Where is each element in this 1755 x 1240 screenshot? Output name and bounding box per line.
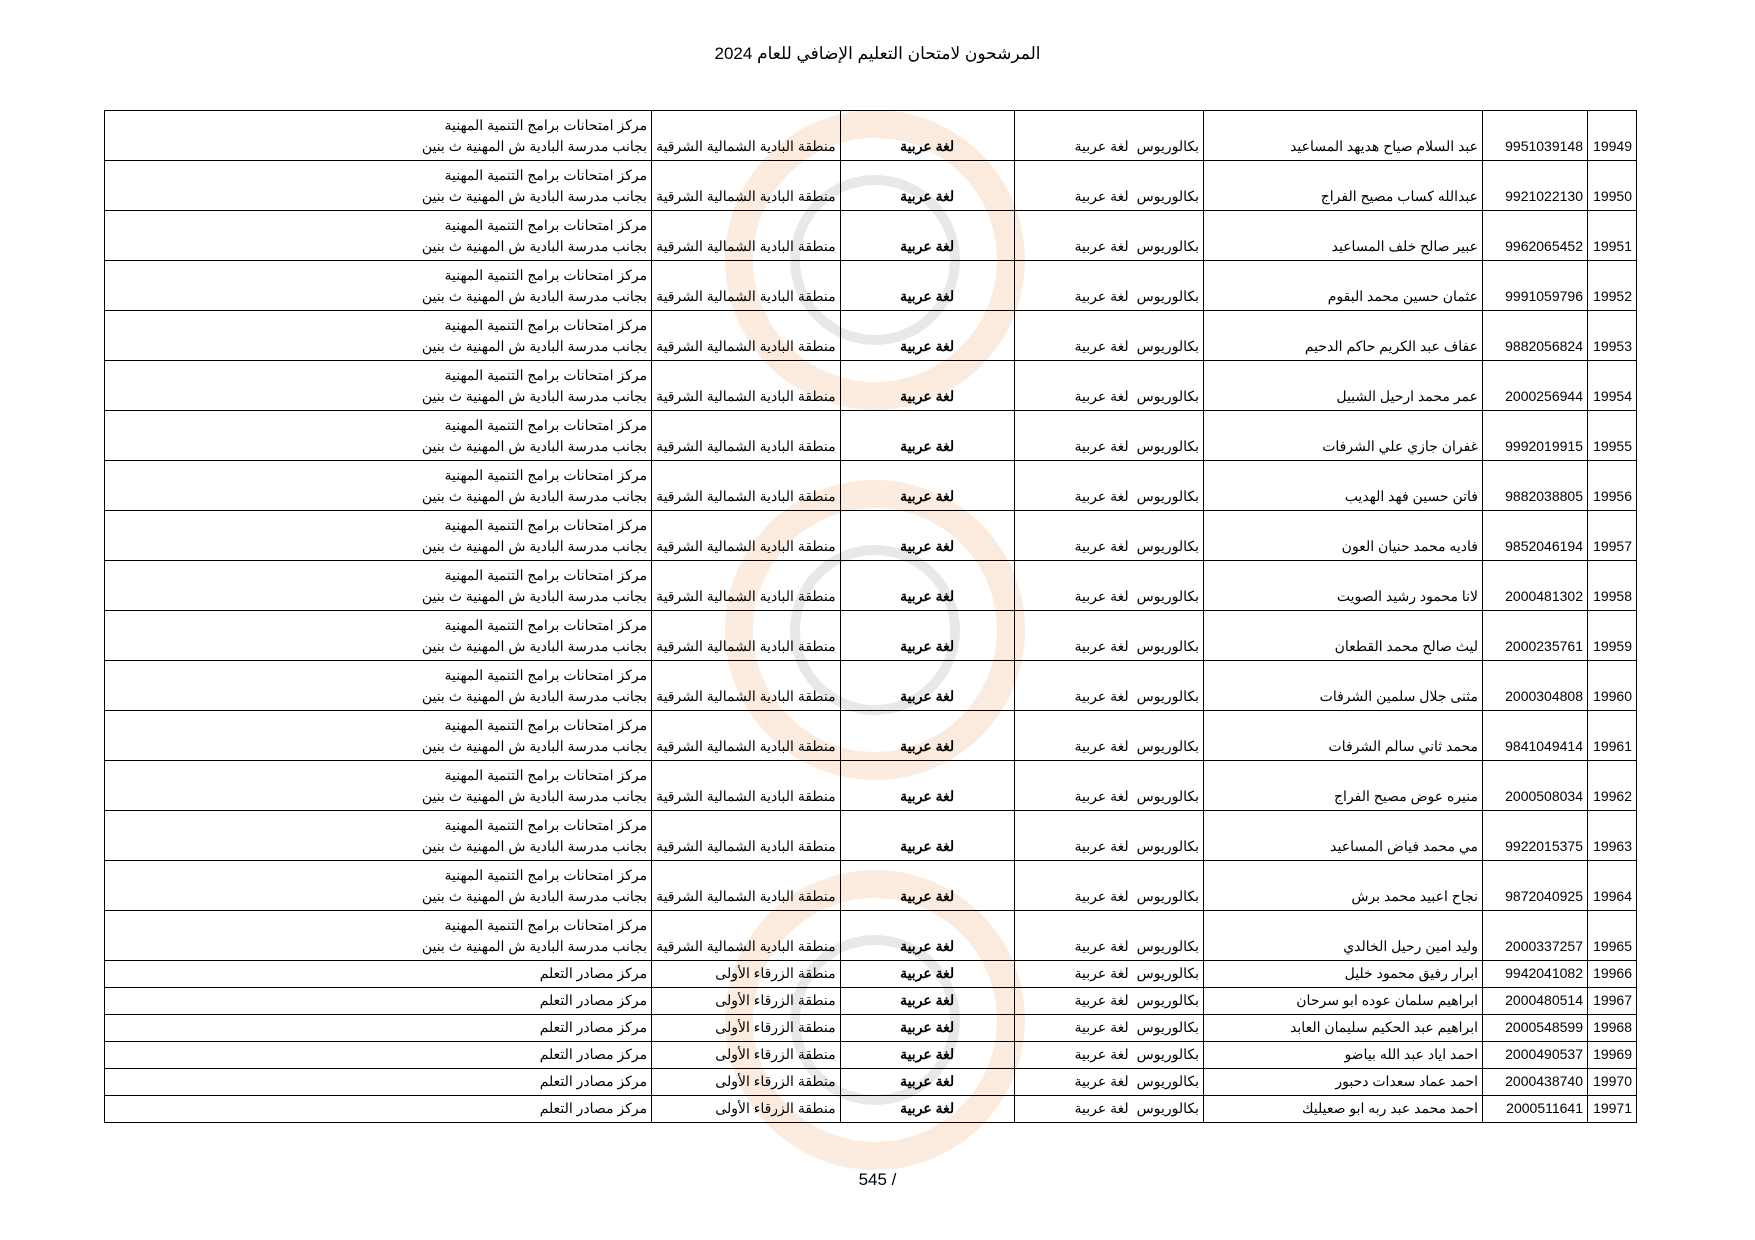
exam-center-cell	[105, 811, 652, 861]
table-row	[105, 861, 1637, 911]
exam-center-location: بجانب مدرسة البادية ش المهنية ث بنين	[421, 138, 648, 154]
degree-cell: بكالوريوس	[1133, 511, 1204, 561]
table-row	[105, 988, 1637, 1015]
region-cell: منطقة البادية الشمالية الشرقية	[652, 161, 841, 211]
exam-center-name: مركز مصادر التعلم	[539, 1019, 648, 1035]
exam-center-cell	[105, 261, 652, 311]
specialization-cell: لغة عربية	[1014, 161, 1133, 211]
exam-center-name: مركز امتحانات برامج التنمية المهنية	[444, 567, 648, 583]
national-id-cell: 9921022130	[1483, 161, 1588, 211]
national-id-cell: 9872040925	[1483, 861, 1588, 911]
exam-center-location: بجانب مدرسة البادية ش المهنية ث بنين	[421, 388, 648, 404]
name-cell: ابراهيم عبد الحكيم سليمان العابد	[1204, 1015, 1483, 1042]
serial-cell: 19951	[1588, 211, 1637, 261]
exam-center-cell	[105, 911, 652, 961]
degree-cell: بكالوريوس	[1133, 761, 1204, 811]
serial-cell: 19957	[1588, 511, 1637, 561]
table-row	[105, 361, 1637, 411]
exam-center-name: مركز امتحانات برامج التنمية المهنية	[444, 317, 648, 333]
exam-center-location: بجانب مدرسة البادية ش المهنية ث بنين	[421, 888, 648, 904]
exam-center-name: مركز امتحانات برامج التنمية المهنية	[444, 417, 648, 433]
specialization-cell: لغة عربية	[1014, 611, 1133, 661]
name-cell: وليد امين رحيل الخالدي	[1204, 911, 1483, 961]
region-cell: منطقة البادية الشمالية الشرقية	[652, 461, 841, 511]
region-cell: منطقة الزرقاء الأولى	[652, 1015, 841, 1042]
specialization-cell: لغة عربية	[1014, 561, 1133, 611]
exam-center-name: مركز امتحانات برامج التنمية المهنية	[444, 867, 648, 883]
exam-center-cell	[105, 988, 652, 1015]
region-cell: منطقة البادية الشمالية الشرقية	[652, 811, 841, 861]
table-row	[105, 161, 1637, 211]
serial-cell: 19963	[1588, 811, 1637, 861]
exam-center-location: بجانب مدرسة البادية ش المهنية ث بنين	[421, 188, 648, 204]
subject-cell: لغة عربية	[840, 461, 1014, 511]
national-id-cell: 2000235761	[1483, 611, 1588, 661]
specialization-cell: لغة عربية	[1014, 1069, 1133, 1096]
exam-center-cell	[105, 661, 652, 711]
subject-cell: لغة عربية	[840, 511, 1014, 561]
serial-cell: 19954	[1588, 361, 1637, 411]
exam-center-cell	[105, 361, 652, 411]
serial-cell: 19949	[1588, 111, 1637, 161]
name-cell: احمد عماد سعدات دحبور	[1204, 1069, 1483, 1096]
table-row	[105, 111, 1637, 161]
national-id-cell: 9942041082	[1483, 961, 1588, 988]
degree-cell: بكالوريوس	[1133, 561, 1204, 611]
exam-center-location: بجانب مدرسة البادية ش المهنية ث بنين	[421, 488, 648, 504]
table-row	[105, 1042, 1637, 1069]
specialization-cell: لغة عربية	[1014, 311, 1133, 361]
subject-cell: لغة عربية	[840, 1069, 1014, 1096]
region-cell: منطقة البادية الشمالية الشرقية	[652, 311, 841, 361]
region-cell: منطقة البادية الشمالية الشرقية	[652, 761, 841, 811]
exam-center-cell	[105, 1069, 652, 1096]
exam-center-name: مركز امتحانات برامج التنمية المهنية	[444, 817, 648, 833]
degree-cell: بكالوريوس	[1133, 861, 1204, 911]
name-cell: عثمان حسين محمد البقوم	[1204, 261, 1483, 311]
exam-center-cell	[105, 111, 652, 161]
specialization-cell: لغة عربية	[1014, 661, 1133, 711]
table-row	[105, 661, 1637, 711]
specialization-cell: لغة عربية	[1014, 961, 1133, 988]
national-id-cell: 2000511641	[1483, 1096, 1588, 1123]
specialization-cell: لغة عربية	[1014, 261, 1133, 311]
region-cell: منطقة البادية الشمالية الشرقية	[652, 261, 841, 311]
degree-cell: بكالوريوس	[1133, 961, 1204, 988]
subject-cell: لغة عربية	[840, 911, 1014, 961]
exam-center-name: مركز امتحانات برامج التنمية المهنية	[444, 517, 648, 533]
exam-center-name: مركز مصادر التعلم	[539, 1073, 648, 1089]
region-cell: منطقة البادية الشمالية الشرقية	[652, 511, 841, 561]
national-id-cell: 9951039148	[1483, 111, 1588, 161]
serial-cell: 19969	[1588, 1042, 1637, 1069]
serial-cell: 19967	[1588, 988, 1637, 1015]
table-row	[105, 261, 1637, 311]
name-cell: فاديه محمد حنيان العون	[1204, 511, 1483, 561]
subject-cell: لغة عربية	[840, 411, 1014, 461]
degree-cell: بكالوريوس	[1133, 1042, 1204, 1069]
region-cell: منطقة البادية الشمالية الشرقية	[652, 711, 841, 761]
exam-center-cell	[105, 711, 652, 761]
name-cell: منيره عوض مصيح الفراج	[1204, 761, 1483, 811]
national-id-cell: 9841049414	[1483, 711, 1588, 761]
specialization-cell: لغة عربية	[1014, 461, 1133, 511]
degree-cell: بكالوريوس	[1133, 711, 1204, 761]
serial-cell: 19965	[1588, 911, 1637, 961]
table-row	[105, 1069, 1637, 1096]
degree-cell: بكالوريوس	[1133, 611, 1204, 661]
serial-cell: 19950	[1588, 161, 1637, 211]
subject-cell: لغة عربية	[840, 811, 1014, 861]
region-cell: منطقة البادية الشمالية الشرقية	[652, 911, 841, 961]
name-cell: عمر محمد ارحيل الشبيل	[1204, 361, 1483, 411]
serial-cell: 19955	[1588, 411, 1637, 461]
subject-cell: لغة عربية	[840, 111, 1014, 161]
region-cell: منطقة الزرقاء الأولى	[652, 1069, 841, 1096]
serial-cell: 19971	[1588, 1096, 1637, 1123]
exam-center-cell	[105, 161, 652, 211]
name-cell: احمد محمد عبد ربه ابو صعيليك	[1204, 1096, 1483, 1123]
degree-cell: بكالوريوس	[1133, 1015, 1204, 1042]
exam-center-name: مركز مصادر التعلم	[539, 992, 648, 1008]
specialization-cell: لغة عربية	[1014, 411, 1133, 461]
subject-cell: لغة عربية	[840, 211, 1014, 261]
serial-cell: 19961	[1588, 711, 1637, 761]
national-id-cell: 2000508034	[1483, 761, 1588, 811]
exam-center-location: بجانب مدرسة البادية ش المهنية ث بنين	[421, 338, 648, 354]
exam-center-name: مركز مصادر التعلم	[539, 1100, 648, 1116]
serial-cell: 19959	[1588, 611, 1637, 661]
subject-cell: لغة عربية	[840, 561, 1014, 611]
exam-center-location: بجانب مدرسة البادية ش المهنية ث بنين	[421, 688, 648, 704]
subject-cell: لغة عربية	[840, 1042, 1014, 1069]
table-row	[105, 1015, 1637, 1042]
subject-cell: لغة عربية	[840, 1096, 1014, 1123]
national-id-cell: 9962065452	[1483, 211, 1588, 261]
specialization-cell: لغة عربية	[1014, 811, 1133, 861]
serial-cell: 19960	[1588, 661, 1637, 711]
specialization-cell: لغة عربية	[1014, 211, 1133, 261]
table-row	[105, 911, 1637, 961]
name-cell: عفاف عبد الكريم حاكم الدحيم	[1204, 311, 1483, 361]
exam-center-name: مركز امتحانات برامج التنمية المهنية	[444, 117, 648, 133]
table-row	[105, 311, 1637, 361]
exam-center-name: مركز مصادر التعلم	[539, 965, 648, 981]
name-cell: فاتن حسين فهد الهديب	[1204, 461, 1483, 511]
region-cell: منطقة البادية الشمالية الشرقية	[652, 611, 841, 661]
name-cell: لانا محمود رشيد الصويت	[1204, 561, 1483, 611]
exam-center-name: مركز امتحانات برامج التنمية المهنية	[444, 217, 648, 233]
serial-cell: 19968	[1588, 1015, 1637, 1042]
region-cell: منطقة البادية الشمالية الشرقية	[652, 661, 841, 711]
degree-cell: بكالوريوس	[1133, 161, 1204, 211]
serial-cell: 19958	[1588, 561, 1637, 611]
exam-center-location: بجانب مدرسة البادية ش المهنية ث بنين	[421, 938, 648, 954]
specialization-cell: لغة عربية	[1014, 1096, 1133, 1123]
specialization-cell: لغة عربية	[1014, 1042, 1133, 1069]
name-cell: ليث صالح محمد القطعان	[1204, 611, 1483, 661]
national-id-cell: 2000480514	[1483, 988, 1588, 1015]
region-cell: منطقة الزرقاء الأولى	[652, 988, 841, 1015]
exam-center-location: بجانب مدرسة البادية ش المهنية ث بنين	[421, 238, 648, 254]
degree-cell: بكالوريوس	[1133, 988, 1204, 1015]
candidates-table	[104, 110, 1637, 1123]
specialization-cell: لغة عربية	[1014, 861, 1133, 911]
exam-center-name: مركز امتحانات برامج التنمية المهنية	[444, 667, 648, 683]
exam-center-name: مركز امتحانات برامج التنمية المهنية	[444, 267, 648, 283]
degree-cell: بكالوريوس	[1133, 461, 1204, 511]
subject-cell: لغة عربية	[840, 661, 1014, 711]
page-title: المرشحون لامتحان التعليم الإضافي للعام 2024	[714, 44, 1041, 63]
table-row	[105, 461, 1637, 511]
degree-cell: بكالوريوس	[1133, 1069, 1204, 1096]
national-id-cell: 2000481302	[1483, 561, 1588, 611]
exam-center-cell	[105, 961, 652, 988]
exam-center-cell	[105, 861, 652, 911]
name-cell: ابرار رفيق محمود خليل	[1204, 961, 1483, 988]
subject-cell: لغة عربية	[840, 361, 1014, 411]
exam-center-cell	[105, 311, 652, 361]
national-id-cell: 2000304808	[1483, 661, 1588, 711]
exam-center-cell	[105, 511, 652, 561]
exam-center-name: مركز امتحانات برامج التنمية المهنية	[444, 167, 648, 183]
region-cell: منطقة الزرقاء الأولى	[652, 1096, 841, 1123]
page-number: 545 /	[858, 1170, 897, 1189]
subject-cell: لغة عربية	[840, 761, 1014, 811]
subject-cell: لغة عربية	[840, 611, 1014, 661]
national-id-cell: 9882038805	[1483, 461, 1588, 511]
table-row	[105, 761, 1637, 811]
national-id-cell: 9991059796	[1483, 261, 1588, 311]
table-row	[105, 811, 1637, 861]
table-row	[105, 411, 1637, 461]
name-cell: احمد اياد عبد الله بياضو	[1204, 1042, 1483, 1069]
exam-center-cell	[105, 561, 652, 611]
degree-cell: بكالوريوس	[1133, 1096, 1204, 1123]
region-cell: منطقة البادية الشمالية الشرقية	[652, 561, 841, 611]
serial-cell: 19962	[1588, 761, 1637, 811]
name-cell: محمد ثاني سالم الشرفات	[1204, 711, 1483, 761]
region-cell: منطقة البادية الشمالية الشرقية	[652, 411, 841, 461]
region-cell: منطقة الزرقاء الأولى	[652, 1042, 841, 1069]
table-row	[105, 561, 1637, 611]
name-cell: عبد السلام صياح هديهد المساعيد	[1204, 111, 1483, 161]
subject-cell: لغة عربية	[840, 311, 1014, 361]
subject-cell: لغة عربية	[840, 961, 1014, 988]
exam-center-location: بجانب مدرسة البادية ش المهنية ث بنين	[421, 288, 648, 304]
national-id-cell: 2000337257	[1483, 911, 1588, 961]
exam-center-location: بجانب مدرسة البادية ش المهنية ث بنين	[421, 738, 648, 754]
specialization-cell: لغة عربية	[1014, 711, 1133, 761]
exam-center-cell	[105, 761, 652, 811]
exam-center-location: بجانب مدرسة البادية ش المهنية ث بنين	[421, 588, 648, 604]
national-id-cell: 2000438740	[1483, 1069, 1588, 1096]
exam-center-cell	[105, 461, 652, 511]
name-cell: مثنى جلال سلمين الشرفات	[1204, 661, 1483, 711]
name-cell: غفران جازي علي الشرفات	[1204, 411, 1483, 461]
subject-cell: لغة عربية	[840, 261, 1014, 311]
national-id-cell: 9852046194	[1483, 511, 1588, 561]
national-id-cell: 2000256944	[1483, 361, 1588, 411]
table-row	[105, 211, 1637, 261]
exam-center-name: مركز امتحانات برامج التنمية المهنية	[444, 767, 648, 783]
exam-center-cell	[105, 1042, 652, 1069]
serial-cell: 19970	[1588, 1069, 1637, 1096]
name-cell: نجاح اعبيد محمد برش	[1204, 861, 1483, 911]
degree-cell: بكالوريوس	[1133, 411, 1204, 461]
table-row	[105, 611, 1637, 661]
national-id-cell: 9992019915	[1483, 411, 1588, 461]
degree-cell: بكالوريوس	[1133, 261, 1204, 311]
specialization-cell: لغة عربية	[1014, 1015, 1133, 1042]
exam-center-name: مركز امتحانات برامج التنمية المهنية	[444, 717, 648, 733]
degree-cell: بكالوريوس	[1133, 361, 1204, 411]
name-cell: مي محمد فياض المساعيد	[1204, 811, 1483, 861]
specialization-cell: لغة عربية	[1014, 761, 1133, 811]
serial-cell: 19956	[1588, 461, 1637, 511]
serial-cell: 19952	[1588, 261, 1637, 311]
region-cell: منطقة البادية الشمالية الشرقية	[652, 361, 841, 411]
specialization-cell: لغة عربية	[1014, 988, 1133, 1015]
exam-center-location: بجانب مدرسة البادية ش المهنية ث بنين	[421, 838, 648, 854]
exam-center-location: بجانب مدرسة البادية ش المهنية ث بنين	[421, 538, 648, 554]
exam-center-name: مركز مصادر التعلم	[539, 1046, 648, 1062]
table-row	[105, 711, 1637, 761]
exam-center-name: مركز امتحانات برامج التنمية المهنية	[444, 617, 648, 633]
exam-center-cell	[105, 1096, 652, 1123]
region-cell: منطقة البادية الشمالية الشرقية	[652, 111, 841, 161]
degree-cell: بكالوريوس	[1133, 911, 1204, 961]
exam-center-location: بجانب مدرسة البادية ش المهنية ث بنين	[421, 438, 648, 454]
exam-center-location: بجانب مدرسة البادية ش المهنية ث بنين	[421, 638, 648, 654]
region-cell: منطقة البادية الشمالية الشرقية	[652, 211, 841, 261]
degree-cell: بكالوريوس	[1133, 811, 1204, 861]
national-id-cell: 2000548599	[1483, 1015, 1588, 1042]
exam-center-cell	[105, 211, 652, 261]
subject-cell: لغة عربية	[840, 861, 1014, 911]
table-row	[105, 511, 1637, 561]
degree-cell: بكالوريوس	[1133, 311, 1204, 361]
exam-center-cell	[105, 611, 652, 661]
table-row	[105, 1096, 1637, 1123]
specialization-cell: لغة عربية	[1014, 111, 1133, 161]
degree-cell: بكالوريوس	[1133, 111, 1204, 161]
subject-cell: لغة عربية	[840, 1015, 1014, 1042]
national-id-cell: 9922015375	[1483, 811, 1588, 861]
specialization-cell: لغة عربية	[1014, 511, 1133, 561]
subject-cell: لغة عربية	[840, 988, 1014, 1015]
exam-center-cell	[105, 411, 652, 461]
exam-center-name: مركز امتحانات برامج التنمية المهنية	[444, 917, 648, 933]
serial-cell: 19953	[1588, 311, 1637, 361]
serial-cell: 19966	[1588, 961, 1637, 988]
table-row	[105, 961, 1637, 988]
name-cell: عبير صالح خلف المساعيد	[1204, 211, 1483, 261]
serial-cell: 19964	[1588, 861, 1637, 911]
name-cell: عبدالله كساب مصيح الفراج	[1204, 161, 1483, 211]
region-cell: منطقة البادية الشمالية الشرقية	[652, 861, 841, 911]
national-id-cell: 2000490537	[1483, 1042, 1588, 1069]
subject-cell: لغة عربية	[840, 161, 1014, 211]
specialization-cell: لغة عربية	[1014, 361, 1133, 411]
specialization-cell: لغة عربية	[1014, 911, 1133, 961]
name-cell: ابراهيم سلمان عوده ابو سرحان	[1204, 988, 1483, 1015]
exam-center-location: بجانب مدرسة البادية ش المهنية ث بنين	[421, 788, 648, 804]
exam-center-cell	[105, 1015, 652, 1042]
exam-center-name: مركز امتحانات برامج التنمية المهنية	[444, 467, 648, 483]
degree-cell: بكالوريوس	[1133, 661, 1204, 711]
national-id-cell: 9882056824	[1483, 311, 1588, 361]
candidates-table-body	[105, 111, 1637, 1123]
subject-cell: لغة عربية	[840, 711, 1014, 761]
region-cell: منطقة الزرقاء الأولى	[652, 961, 841, 988]
degree-cell: بكالوريوس	[1133, 211, 1204, 261]
exam-center-name: مركز امتحانات برامج التنمية المهنية	[444, 367, 648, 383]
